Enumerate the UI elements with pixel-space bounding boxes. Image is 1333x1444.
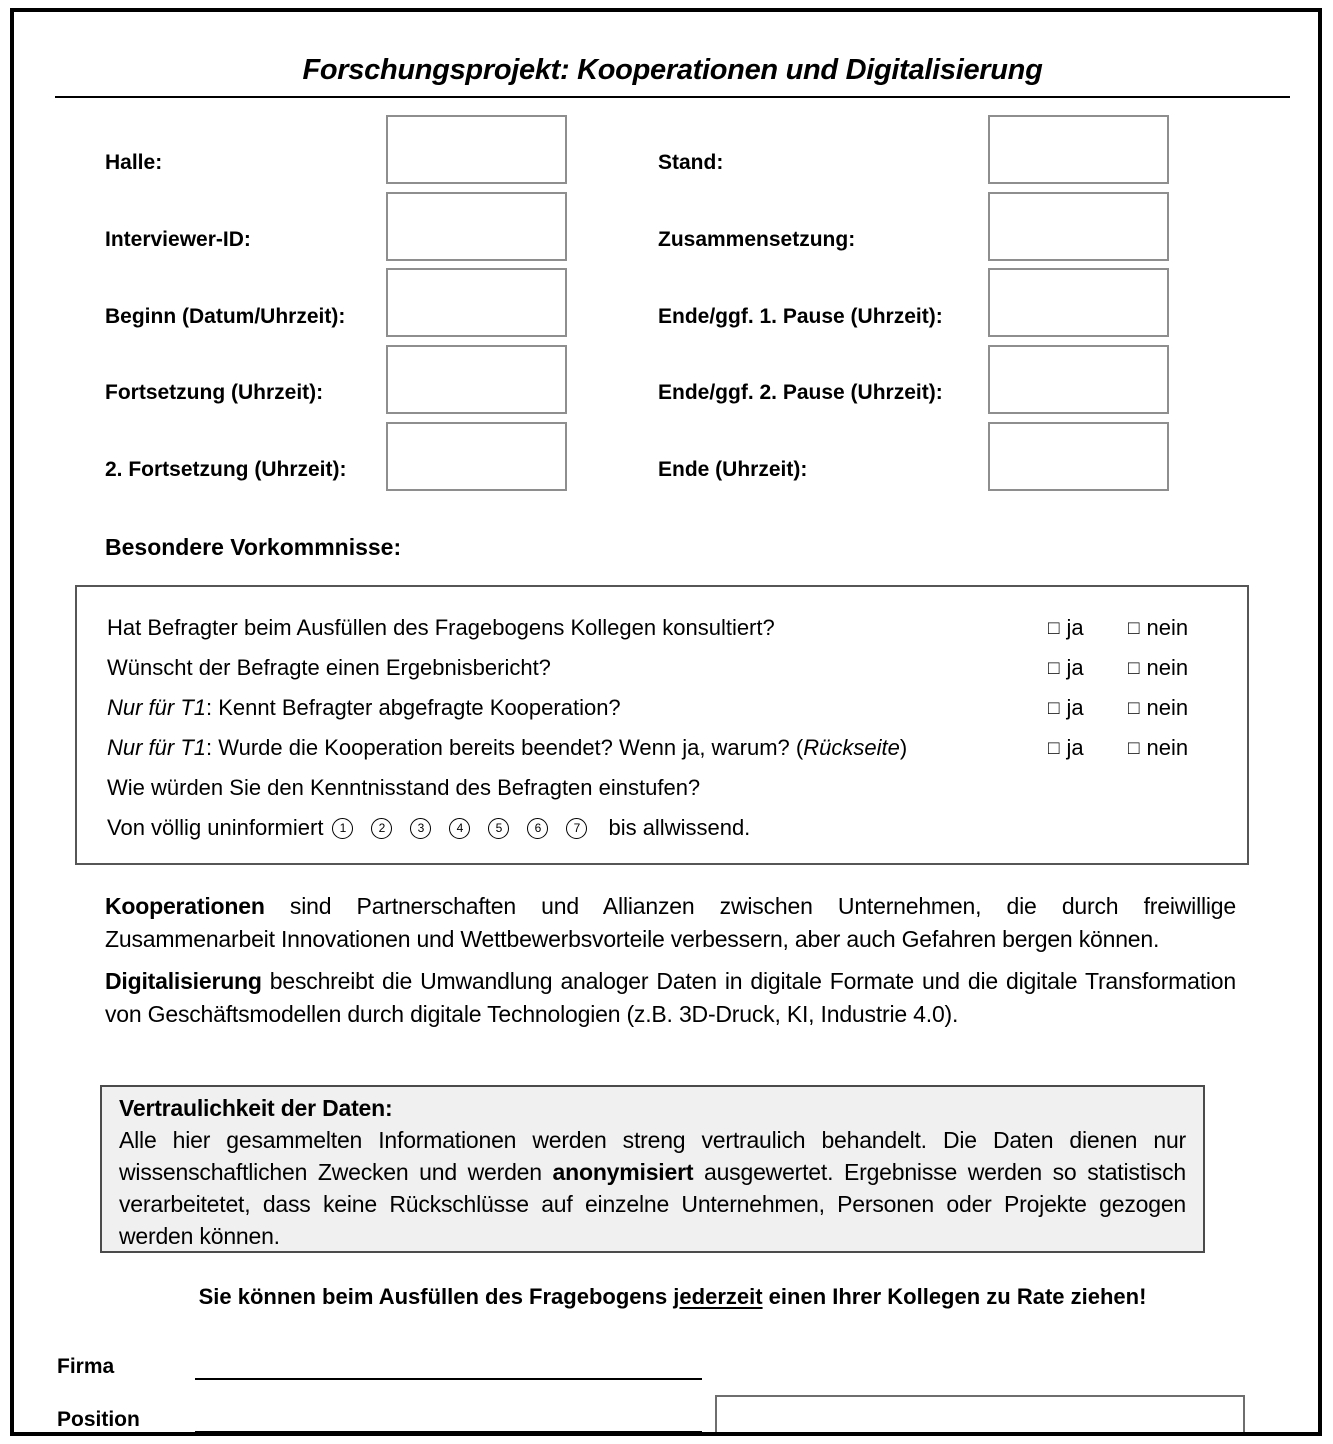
definition-kooperationen [105,890,1236,956]
interviewer-id-input[interactable] [386,192,567,261]
scale-option-2[interactable]: 2 [371,818,392,839]
position-label: Position [57,1408,140,1431]
interviewer-id-label: Interviewer-ID: [105,228,251,251]
scale-prefix: Von völlig uninformiert [107,815,324,840]
question-lead-italic: Nur für T1 [107,735,207,760]
callout-text [55,1284,1290,1310]
question-row [107,728,1193,768]
confidentiality-bold-word: anonymisiert [552,1159,694,1185]
fortsetzung-input[interactable] [386,345,567,414]
q3-ja-checkbox[interactable] [1048,695,1128,721]
question-row [107,608,1193,648]
ja-label: ja [1066,735,1084,760]
question-text [107,735,1048,761]
rating-question [107,768,1193,808]
incidents-heading: Besondere Vorkommnisse: [105,534,402,560]
ende-input[interactable] [988,422,1169,491]
definition-digitalisierung [105,965,1236,1031]
confidentiality-text: Alle hier gesammelten Informationen werden streng vertraulich behandelt. Die Daten dienen nur wissenschaftlichen Zwecken und werden [119,1127,1186,1185]
question-text: Wünscht der Befragte einen Ergebnisbericht? [107,655,551,680]
question-tail-italic: Rückseite [803,735,900,760]
fortsetzung2-label: 2. Fortsetzung (Uhrzeit): [105,458,347,481]
question-lead-italic: Nur für T1 [107,695,207,720]
fortsetzung2-input[interactable] [386,422,567,491]
definition-term: Digitalisierung [105,968,262,994]
halle-label: Halle: [105,151,163,174]
question-text: Wie würden Sie den Kenntnisstand des Befragten einstufen? [107,775,701,800]
q2-nein-checkbox[interactable] [1128,655,1193,681]
confidentiality-box [100,1085,1205,1253]
ja-label: ja [1066,695,1084,720]
question-text: Hat Befragter beim Ausfüllen des Fragebogens Kollegen konsultiert? [107,615,775,640]
definition-text: beschreibt die Umwandlung analoger Daten in digitale Formate und die digitale Transformation von Geschäftsmodellen durch digitale Technologien (z.B. 3D-Druck, KI, Industrie 4.0). [105,968,1236,1027]
nein-label: nein [1146,615,1189,640]
checkbox-icon: □ [1128,617,1140,639]
zusammensetzung-label: Zusammensetzung: [658,228,856,251]
firma-line[interactable] [195,1378,702,1380]
incidents-box [75,585,1249,865]
confidentiality-body [119,1124,1186,1252]
ende-pause2-label: Ende/ggf. 2. Pause (Uhrzeit): [658,381,943,404]
checkbox-icon: □ [1048,737,1060,759]
scale-option-5[interactable]: 5 [488,818,509,839]
nein-label: nein [1146,695,1189,720]
question-text [107,695,1048,721]
q2-ja-checkbox[interactable] [1048,655,1128,681]
checkbox-icon: □ [1048,697,1060,719]
ende-pause2-input[interactable] [988,345,1169,414]
beginn-label: Beginn (Datum/Uhrzeit): [105,305,346,328]
q3-nein-checkbox[interactable] [1128,695,1193,721]
ende-pause1-input[interactable] [988,268,1169,337]
question-row [107,648,1193,688]
scale-suffix: bis allwissend. [608,815,751,840]
checkbox-icon: □ [1128,737,1140,759]
question-text-close: ) [899,735,908,760]
question-text-rest: : Kennt Befragter abgefragte Kooperation? [206,695,621,720]
callout-underlined-word: jederzeit [673,1284,763,1309]
ja-label: ja [1066,655,1084,680]
footer-box[interactable] [715,1395,1245,1436]
zusammensetzung-input[interactable] [988,192,1169,261]
checkbox-icon: □ [1128,697,1140,719]
ende-label: Ende (Uhrzeit): [658,458,808,481]
title-divider [55,96,1290,98]
position-line[interactable] [195,1431,702,1433]
definition-text: sind Partnerschaften und Allianzen zwischen Unternehmen, die durch freiwillige Zusammenarbeit Innovationen und Wettbewerbsvorteile verbessern, aber auch Gefahren bergen können. [105,893,1236,952]
scale-option-4[interactable]: 4 [449,818,470,839]
question-row [107,688,1193,728]
confidentiality-heading: Vertraulichkeit der Daten: [119,1095,393,1121]
beginn-input[interactable] [386,268,567,337]
fortsetzung-label: Fortsetzung (Uhrzeit): [105,381,324,404]
nein-label: nein [1146,655,1189,680]
scale-option-6[interactable]: 6 [527,818,548,839]
checkbox-icon: □ [1128,657,1140,679]
q4-nein-checkbox[interactable] [1128,735,1193,761]
q1-ja-checkbox[interactable] [1048,615,1128,641]
callout-after: einen Ihrer Kollegen zu Rate ziehen! [762,1284,1147,1309]
ende-pause1-label: Ende/ggf. 1. Pause (Uhrzeit): [658,305,943,328]
ja-label: ja [1066,615,1084,640]
q1-nein-checkbox[interactable] [1128,615,1193,641]
form-title: Forschungsprojekt: Kooperationen und Digitalisierung [302,54,1043,86]
q4-ja-checkbox[interactable] [1048,735,1128,761]
stand-label: Stand: [658,151,724,174]
scale-option-1[interactable]: 1 [332,818,353,839]
rating-scale-row [107,808,1193,848]
nein-label: nein [1146,735,1189,760]
question-text-rest: : Wurde die Kooperation bereits beendet? Wenn ja, warum? ( [206,735,804,760]
checkbox-icon: □ [1048,657,1060,679]
firma-label: Firma [57,1355,115,1378]
confidentiality-text: ausgewertet. Ergebnisse werden so statistisch verarbeitetet, dass keine Rückschlüsse auf einzelne Unternehmen, Personen oder Projekte gezogen werden können. [119,1159,1186,1249]
scale-option-7[interactable]: 7 [566,818,587,839]
callout-before: Sie können beim Ausfüllen des Fragebogens [198,1284,674,1309]
halle-input[interactable] [386,115,567,184]
checkbox-icon: □ [1048,617,1060,639]
stand-input[interactable] [988,115,1169,184]
definition-term: Kooperationen [105,893,265,919]
scale-option-3[interactable]: 3 [410,818,431,839]
